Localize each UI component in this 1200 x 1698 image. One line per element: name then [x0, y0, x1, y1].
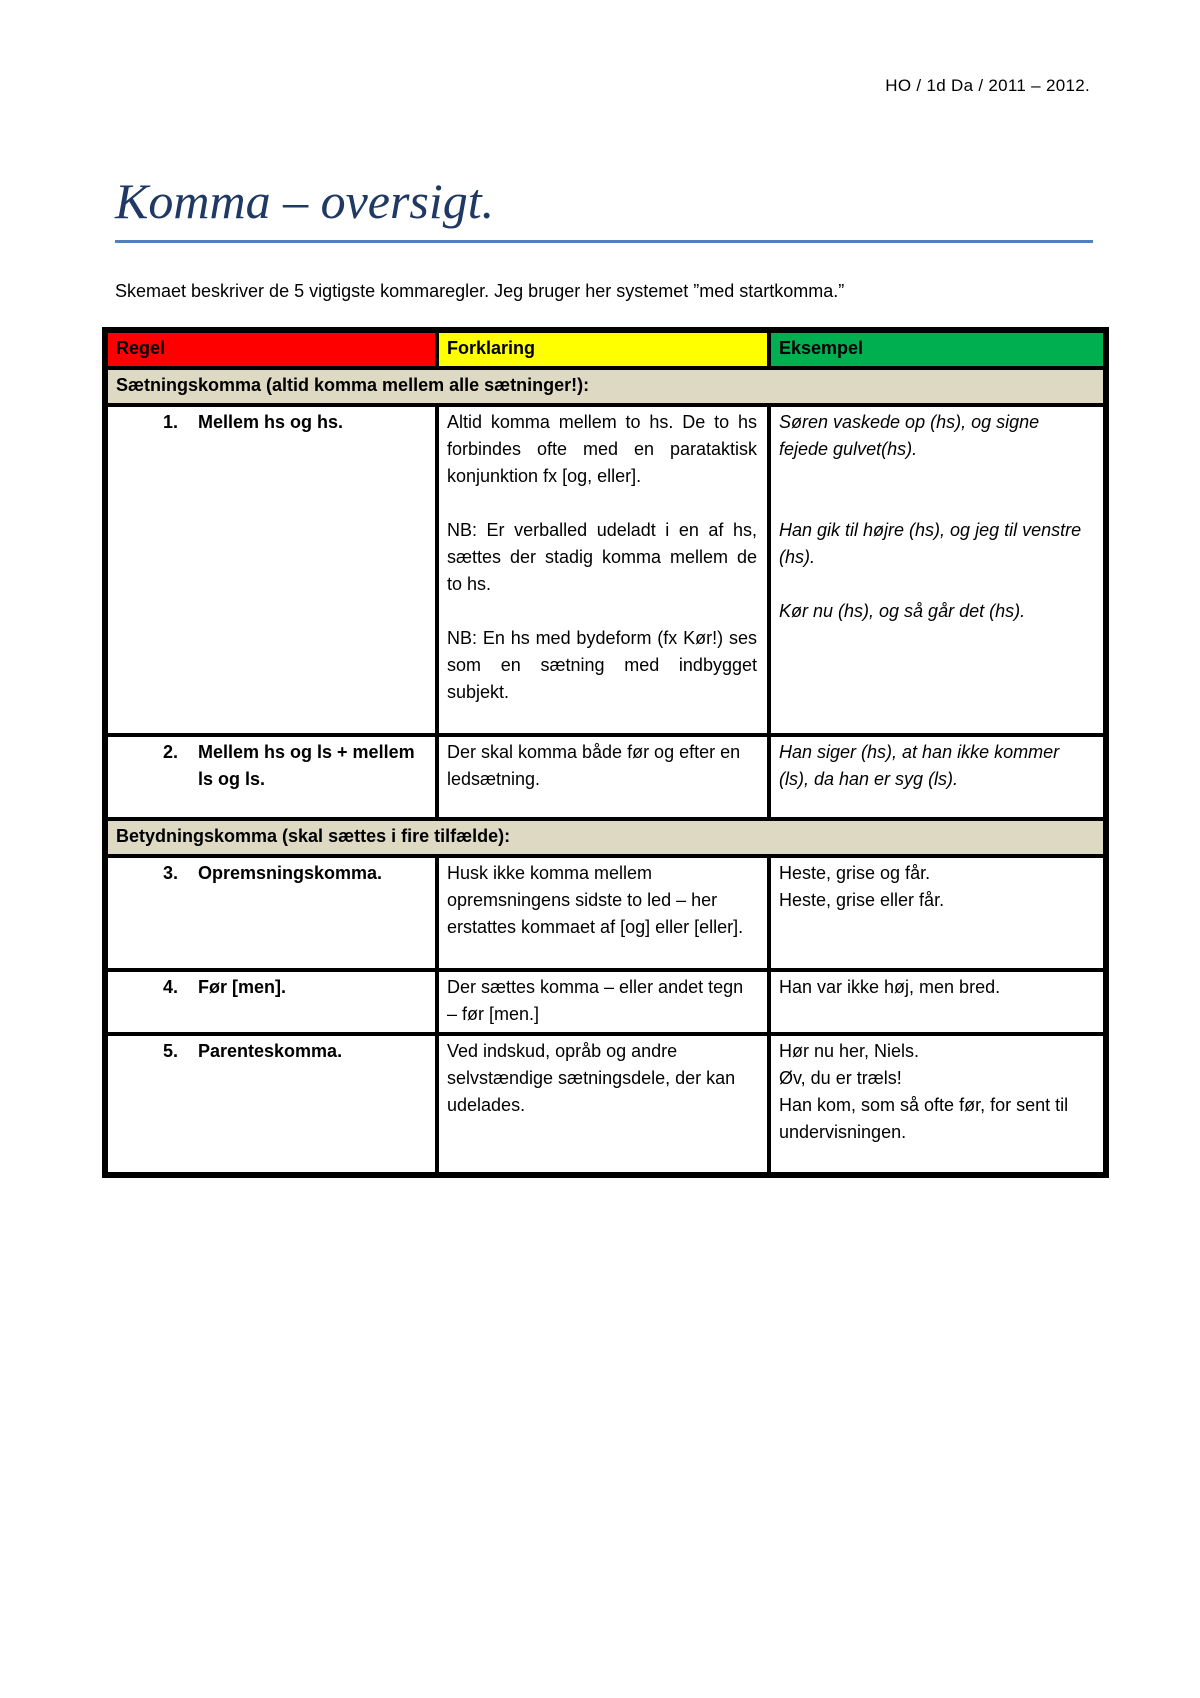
rule-number: 1. — [162, 412, 178, 432]
explanation-cell: Husk ikke komma mellem opremsningens sidste to led – her erstattes kommaet af [og] eller [eller]. — [437, 856, 769, 970]
example-line: Hør nu her, Niels. — [779, 1041, 920, 1061]
explanation-paragraph: NB: Er verballed udeladt i en af hs, sættes der stadig komma mellem de to hs. — [447, 520, 757, 594]
example-line: Heste, grise og får. — [779, 863, 931, 883]
explanation-paragraph: NB: En hs med bydeform (fx Kør!) ses som en sætning med indbygget subjekt. — [447, 628, 757, 702]
rule-cell — [106, 735, 437, 819]
rule-text: Før [men]. — [198, 977, 286, 997]
rule-number: 5. — [162, 1041, 178, 1061]
table-row — [106, 856, 1105, 970]
intro-text: Skemaet beskriver de 5 vigtigste kommaregler. Jeg bruger her systemet ”med startkomma.” — [115, 281, 845, 301]
example-cell: Han siger (hs), at han ikke kommer (ls), da han er syg (ls). — [769, 735, 1105, 819]
course-header: HO / 1d Da / 2011 – 2012. — [885, 76, 1090, 95]
rule-cell — [106, 856, 437, 970]
example-cell — [769, 405, 1105, 735]
example-cell — [769, 1034, 1105, 1174]
example-line: Han kom, som så ofte før, for sent til undervisningen. — [779, 1095, 1069, 1142]
rule-cell — [106, 1034, 437, 1174]
table-row — [106, 405, 1105, 735]
section-row — [106, 368, 1105, 405]
rule-number: 2. — [162, 742, 178, 762]
example-paragraph: Kør nu (hs), og så går det (hs). — [779, 601, 1026, 621]
header-rule: Regel — [106, 331, 437, 368]
explanation-cell — [437, 405, 769, 735]
rule-cell — [106, 405, 437, 735]
table-row — [106, 1034, 1105, 1174]
example-cell: Han var ikke høj, men bred. — [769, 970, 1105, 1034]
rule-number: 3. — [162, 863, 178, 883]
explanation-paragraph: Altid komma mellem to hs. De to hs forbindes ofte med en parataktisk konjunktion fx [og, eller]. — [447, 412, 757, 486]
header-example: Eksempel — [769, 331, 1105, 368]
example-paragraph: Han gik til højre (hs), og jeg til venstre (hs). — [779, 520, 1082, 567]
table-header-row — [106, 331, 1105, 368]
explanation-cell: Ved indskud, opråb og andre selvstændige sætningsdele, der kan udelades. — [437, 1034, 769, 1174]
explanation-cell: Der sættes komma – eller andet tegn – før [men.] — [437, 970, 769, 1034]
title-underline — [115, 240, 1093, 243]
section-heading: Betydningskomma (skal sættes i fire tilfælde): — [106, 819, 1105, 856]
page-title: Komma – oversigt. — [115, 173, 495, 229]
rule-cell — [106, 970, 437, 1034]
table-row — [106, 970, 1105, 1034]
rule-text: Opremsningskomma. — [198, 863, 383, 883]
header-explanation: Forklaring — [437, 331, 769, 368]
explanation-cell: Der skal komma både før og efter en ledsætning. — [437, 735, 769, 819]
rule-text: Mellem hs og ls + mellem ls og ls. — [198, 742, 415, 789]
section-heading: Sætningskomma (altid komma mellem alle sætninger!): — [106, 368, 1105, 405]
example-paragraph: Søren vaskede op (hs), og signe fejede gulvet(hs). — [779, 412, 1040, 459]
section-row — [106, 819, 1105, 856]
rule-number: 4. — [162, 977, 178, 997]
table-row — [106, 735, 1105, 819]
example-cell — [769, 856, 1105, 970]
rule-text: Parenteskomma. — [198, 1041, 343, 1061]
example-line: Heste, grise eller får. — [779, 890, 945, 910]
comma-rules-table — [102, 327, 1109, 1178]
example-line: Øv, du er træls! — [779, 1068, 902, 1088]
rule-text: Mellem hs og hs. — [198, 412, 344, 432]
